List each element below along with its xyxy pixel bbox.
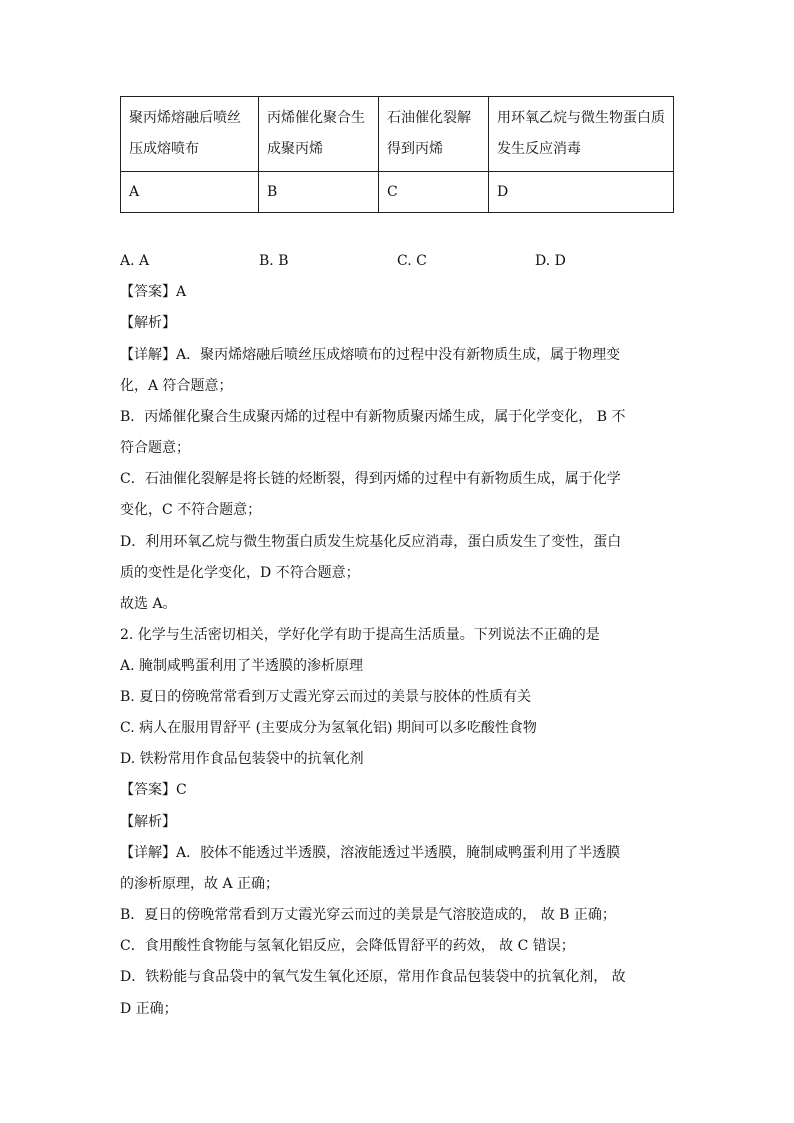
table-row-descriptions [121,97,674,172]
q2-answer: 【答案】C [120,782,187,798]
table-cell-letter-a: A [121,172,259,213]
table-cell-desc-b: 丙烯催化聚合生成聚丙烯 [259,97,379,172]
q1-detail-line: 变化，C 不符合题意； [120,502,262,518]
q2-detail-line: D 正确； [120,1001,178,1017]
q1-detail-line: 【详解】A．聚丙烯熔融后喷丝压成熔喷布的过程中没有新物质生成，属于物理变 [120,347,621,363]
q2-detail-line: 【详解】A．胶体不能透过半透膜，溶液能透过半透膜，腌制咸鸭蛋利用了半透膜 [120,845,621,861]
q1-analysis-label: 【解析】 [120,315,176,331]
q1-choice-a: A. A [120,253,150,269]
table-cell-letter-b: B [259,172,379,213]
q1-detail-line: 质的变性是化学变化，D 不符合题意； [120,565,360,581]
q2-analysis-label: 【解析】 [120,814,176,830]
q1-choices [120,251,680,271]
q2-detail-line: D．铁粉能与食品袋中的氧气发生氧化还原，常用作食品包装袋中的抗氧化剂， 故 [120,969,626,985]
q1-choice-b: B. B [259,253,289,269]
q2-detail-line: C．食用酸性食物能与氢氧化铝反应，会降低胃舒平的药效， 故 C 错误； [120,938,575,954]
q2-option-b: B. 夏日的傍晚常常看到万丈霞光穿云而过的美景与胶体的性质有关 [120,689,532,705]
q1-choice-d: D. D [535,253,566,269]
table-cell-desc-a: 聚丙烯熔融后喷丝压成熔喷布 [121,97,259,172]
table-row-letters [121,172,674,213]
q2-detail-line: B．夏日的傍晚常常看到万丈霞光穿云而过的美景是气溶胶造成的， 故 B 正确； [120,907,616,923]
q2-option-c: C. 病人在服用胃舒平 (主要成分为氢氧化铝) 期间可以多吃酸性食物 [120,720,537,736]
q1-detail-line: 化，A 符合题意； [120,378,233,394]
q2-option-a: A. 腌制咸鸭蛋利用了半透膜的渗析原理 [120,658,364,674]
table-cell-letter-d: D [489,172,674,213]
q1-detail-line: B．丙烯催化聚合生成聚丙烯的过程中有新物质聚丙烯生成，属于化学变化， B 不 [120,409,626,425]
q1-detail-line: D．利用环氧乙烷与微生物蛋白质发生烷基化反应消毒，蛋白质发生了变性，蛋白 [120,534,622,550]
table-cell-letter-c: C [379,172,489,213]
q1-detail-line: 符合题意； [120,440,190,456]
q1-choice-c: C. C [397,253,427,269]
q1-answer: 【答案】A [120,284,187,300]
options-table [120,96,674,213]
table-cell-desc-c: 石油催化裂解得到丙烯 [379,97,489,172]
q1-detail-line: C．石油催化裂解是将长链的烃断裂，得到丙烯的过程中有新物质生成，属于化学 [120,471,621,487]
q2-option-d: D. 铁粉常用作食品包装袋中的抗氧化剂 [120,751,364,767]
q1-detail-line: 故选 A。 [120,596,177,612]
q2-stem: 2. 化学与生活密切相关，学好化学有助于提高生活质量。下列说法不正确的是 [120,627,600,643]
q2-detail-line: 的渗析原理，故 A 正确； [120,876,280,892]
table-cell-desc-d: 用环氧乙烷与微生物蛋白质发生反应消毒 [489,97,674,172]
